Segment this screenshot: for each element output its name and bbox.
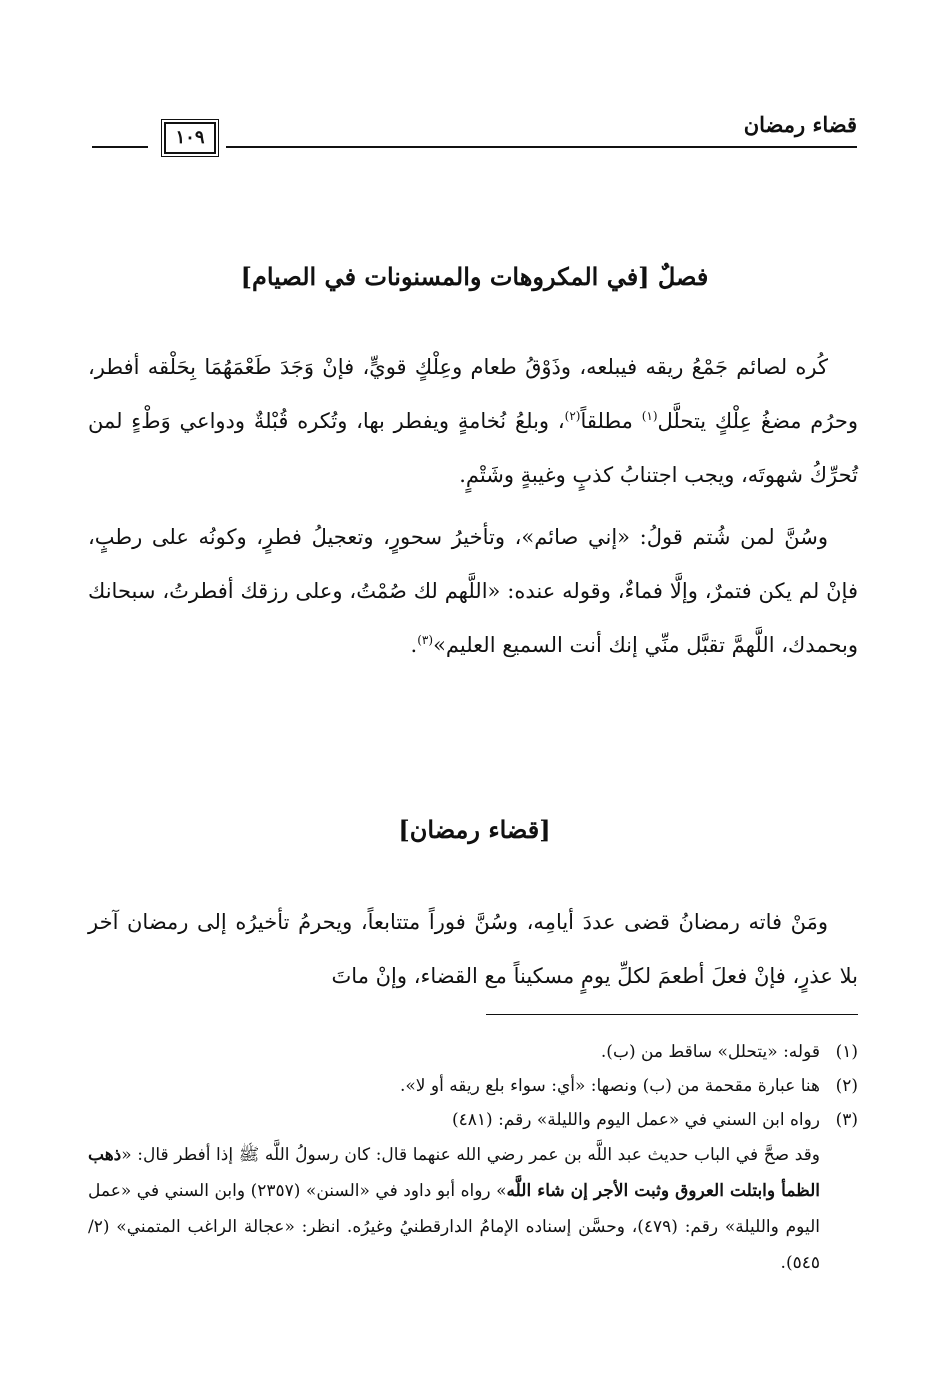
text-run: وسُنَّ لمن شُتم قولُ: «إني صائم»، وتأخيرُ سحورٍ، وتعجيلُ فطرٍ، وكونُه على رطبٍ، فإنْ لم يكن فتمرٌ، وإلَّا فماءٌ، وقوله عنده: «اللَّهم لك صُمْتُ، وعلى رزقك أفطرتُ، سبحانك وبحمدك، اللَّهمَّ تقبَّل منِّي إنك أنت السميع العليم»: [88, 525, 858, 657]
footnote-text: هنا عبارة مقحمة من (ب) ونصها: «أي: سواء بلع ريقه أو لا».: [399, 1076, 820, 1096]
text-run: » رواه أبو داود في «السنن» (٢٣٥٧) وابن السني في «عمل اليوم والليلة» رقم: (٤٧٩)، وحسَّن إسناده الإمامُ الدارقطنيُ وغيرُه. انظر: «عجالة الراغب المتمني» (٢/ ٥٤٥).: [88, 1181, 820, 1273]
hadith-quote: ذهب الظمأ وابتلت العروق وثبت الأجر إن شاء اللَّه: [88, 1145, 821, 1201]
footnote-separator: [486, 1014, 858, 1015]
footnote-3-continuation: [88, 1137, 858, 1281]
footnote-1: [88, 1035, 858, 1069]
footnote-text: رواه ابن السني في «عمل اليوم والليلة» رقم: (٤٨١): [452, 1110, 820, 1130]
section-heading-qada: [قضاء رمضان]: [398, 815, 551, 844]
header-rule-right: [226, 146, 857, 148]
footnote-number: (١): [835, 1042, 858, 1062]
text-run: كُره لصائم جَمْعُ ريقه فيبلعه، وذَوْقُ طعام وعِلْكٍ قويٍّ، فإنْ وَجَدَ طَعْمَهُمَا بِحَلْقه أفطر، وحرُم مضغُ عِلْكٍ يتحلَّل: [88, 355, 859, 433]
section-heading-makruhat: فصلٌ [في المكروهات والمسنونات في الصيام]: [240, 262, 709, 291]
footnote-ref-1[interactable]: (١): [641, 409, 658, 423]
footnote-number: (٣): [835, 1110, 858, 1130]
page-header: [92, 112, 857, 156]
paragraph-makruhat: [88, 340, 858, 502]
footnote-3: [88, 1103, 858, 1137]
text-run: .: [410, 633, 418, 657]
text-run: مطلقاً: [580, 409, 642, 433]
footnotes: [88, 1035, 858, 1281]
footnote-ref-2[interactable]: (٢): [564, 409, 581, 423]
paragraph-qada: ومَنْ فاته رمضانُ قضى عددَ أيامِه، وسُنَّ فوراً متتابعاً، ويحرمُ تأخيرُه إلى رمضان آخر بلا عذرٍ، فإنْ فعلَ أطعمَ لكلِّ يومٍ مسكيناً مع القضاء، وإنْ ماتَ: [88, 910, 858, 988]
header-rule-left: [92, 146, 148, 148]
footnote-ref-3[interactable]: (٣): [417, 633, 434, 647]
section-body-qada: [88, 895, 858, 1003]
paragraph-masnunat: [88, 510, 858, 672]
footnote-2: [88, 1069, 858, 1103]
footnote-text: قوله: «يتحلل» ساقط من (ب).: [600, 1042, 820, 1062]
running-title: قضاء رمضان: [743, 112, 857, 137]
text-run: ، وبلعُ نُخامةٍ ويفطر بها، وتُكره قُبْلةٌ ودواعي وَطْءٍ لمن تُحرِّكُ شهوتَه، ويجب اجتنابُ كذبٍ وغيبةٍ وشَتْمٍ.: [88, 409, 858, 487]
page-number: ١٠٩: [164, 122, 216, 154]
footnote-number: (٢): [835, 1076, 858, 1096]
text-run: وقد صحَّ في الباب حديث عبد اللَّه بن عمر رضي الله عنهما قال: كان رسولُ اللَّه ﷺ إذا أفطر قال: «: [121, 1145, 820, 1165]
section-body-makruhat: [88, 340, 858, 672]
